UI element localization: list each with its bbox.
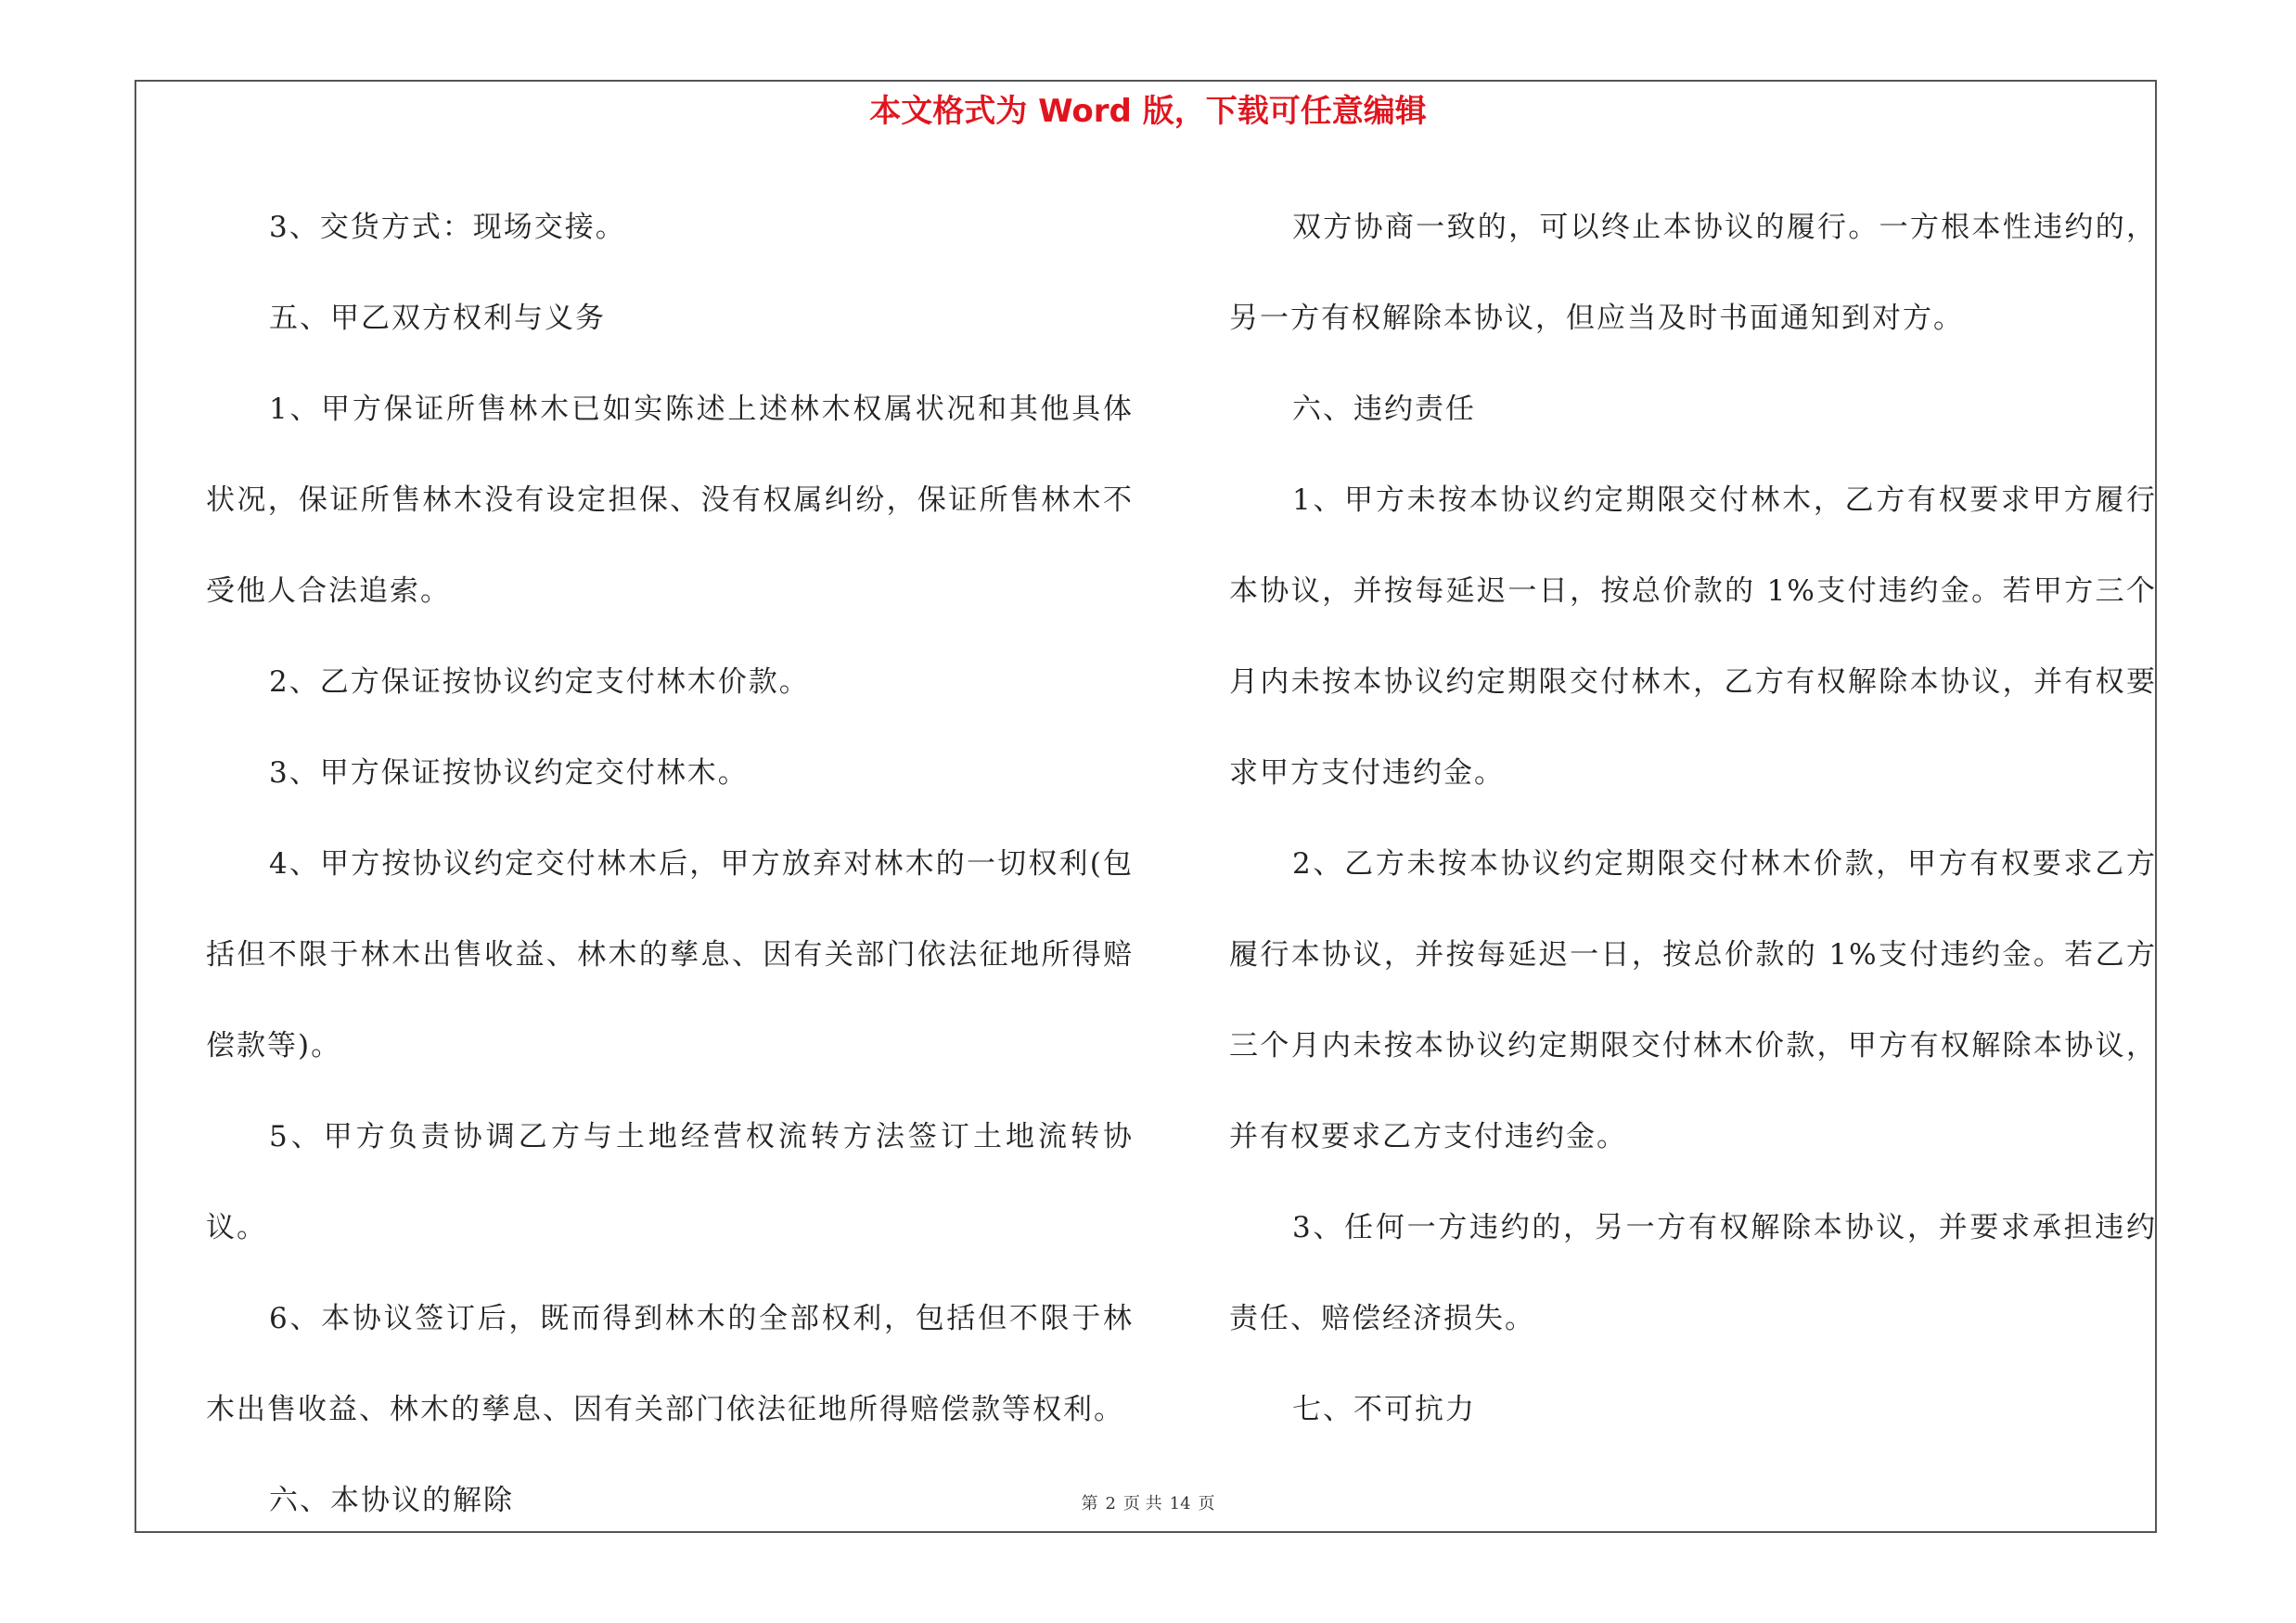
- section-heading: 六、违约责任: [1292, 393, 1476, 426]
- footer-prefix: 第: [1081, 1494, 1098, 1514]
- footer-total-pages: 14: [1169, 1494, 1191, 1514]
- header-banner: 本文格式为 Word 版，下载可任意编辑: [869, 93, 1427, 130]
- left-column: [206, 182, 1134, 1546]
- page-footer: [0, 1494, 2296, 1514]
- paragraph: 2、乙方未按本协议约定期限交付林木价款，甲方有权要求乙方履行本协议，并按每延迟一日，按总价款的 1%支付违约金。若乙方三个月内未按本协议约定期限交付林木价款，甲方有权解除本协议，并有权要求乙方支付违约金。: [1229, 847, 2157, 1153]
- paragraph: 3、任何一方违约的，另一方有权解除本协议，并要求承担违约责任、赔偿经济损失。: [1229, 1211, 2157, 1335]
- paragraph: 1、甲方未按本协议约定期限交付林木，乙方有权要求甲方履行本协议，并按每延迟一日，按总价款的 1%支付违约金。若甲方三个月内未按本协议约定期限交付林木，乙方有权解除本协议，并有权要求甲方支付违约金。: [1229, 483, 2157, 790]
- footer-current-page: 2: [1105, 1494, 1116, 1514]
- section-heading: 七、不可抗力: [1292, 1393, 1476, 1426]
- paragraph: 5、甲方负责协调乙方与土地经营权流转方法签订土地流转协议。: [206, 1120, 1134, 1244]
- paragraph: 1、甲方保证所售林木已如实陈述上述林木权属状况和其他具体状况，保证所售林木没有设定担保、没有权属纠纷，保证所售林木不受他人合法追索。: [206, 393, 1134, 608]
- right-column: [1229, 182, 2157, 1455]
- paragraph: 6、本协议签订后，既而得到林木的全部权利，包括但不限于林木出售收益、林木的孳息、因有关部门依法征地所得赔偿款等权利。: [206, 1302, 1134, 1426]
- paragraph: 4、甲方按协议约定交付林木后，甲方放弃对林木的一切权利(包括但不限于林木出售收益、林木的孳息、因有关部门依法征地所得赔偿款等)。: [206, 847, 1134, 1063]
- paragraph: 双方协商一致的，可以终止本协议的履行。一方根本性违约的，另一方有权解除本协议，但应当及时书面通知到对方。: [1229, 211, 2157, 335]
- section-heading: 六、本协议的解除: [269, 1484, 514, 1517]
- section-heading: 五、甲乙双方权利与义务: [269, 302, 606, 335]
- footer-suffix: 页: [1198, 1494, 1215, 1514]
- paragraph: 3、甲方保证按协议约定交付林木。: [269, 756, 749, 790]
- paragraph: 2、乙方保证按协议约定支付林木价款。: [269, 665, 810, 699]
- paragraph: 3、交货方式：现场交接。: [269, 211, 626, 244]
- footer-middle: 页 共: [1122, 1494, 1162, 1514]
